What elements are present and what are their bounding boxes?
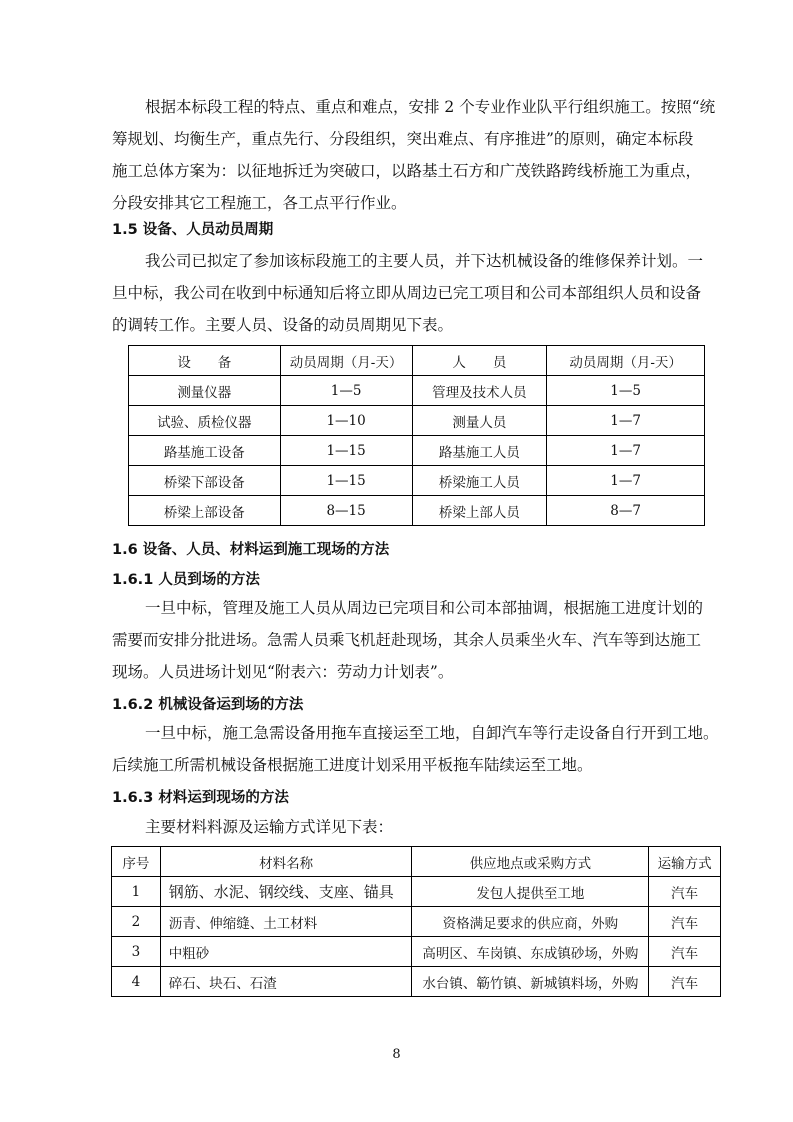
- table-row: [112, 937, 721, 967]
- table-cell: 沥青、伸缩缝、土工材料: [160, 907, 412, 937]
- table-row: [129, 376, 705, 406]
- table-header-cell: 材料名称: [160, 847, 412, 877]
- paragraph-line: 我公司已拟定了参加该标段施工的主要人员，并下达机械设备的维修保养计划。一: [145, 252, 704, 270]
- table-header-row: [112, 847, 721, 877]
- table-cell: 汽车: [649, 937, 721, 967]
- table-cell: 桥梁上部人员: [412, 496, 547, 526]
- materials-table: [111, 846, 721, 997]
- table-cell: 汽车: [649, 877, 721, 907]
- table-cell: 高明区、车岗镇、东成镇砂场，外购: [412, 937, 649, 967]
- table-cell: 试验、质检仪器: [129, 406, 281, 436]
- table-row: [112, 967, 721, 997]
- table-header-cell: 动员周期（月-天）: [280, 346, 412, 376]
- table-row: [129, 496, 705, 526]
- table-cell: 桥梁施工人员: [412, 466, 547, 496]
- section-heading-1-6-1: 1.6.1 人员到场的方法: [112, 572, 260, 588]
- table-row: [112, 907, 721, 937]
- paragraph-line: 一旦中标，施工急需设备用拖车直接运至工地，自卸汽车等行走设备自行开到工地。: [145, 724, 719, 742]
- paragraph-line: 旦中标，我公司在收到中标通知后将立即从周边已完工项目和公司本部组织人员和设备: [112, 284, 702, 302]
- section-1-6-1-paragraph: [112, 592, 724, 688]
- section-heading-1-6-3: 1.6.3 材料运到现场的方法: [112, 790, 289, 806]
- section-heading-1-6: 1.6 设备、人员、材料运到施工现场的方法: [112, 542, 390, 558]
- paragraph-line: 现场。人员进场计划见“附表六：劳动力计划表”。: [112, 663, 454, 681]
- table-cell: 汽车: [649, 967, 721, 997]
- paragraph-line: 主要材料料源及运输方式详见下表：: [145, 818, 394, 836]
- paragraph-line: 分段安排其它工程施工，各工点平行作业。: [112, 194, 407, 212]
- paragraph-line: 筹规划、均衡生产，重点先行、分段组织，突出难点、有序推进”的原则，确定本标段: [112, 130, 694, 148]
- table-cell: 1: [112, 877, 161, 907]
- table-cell: 汽车: [649, 907, 721, 937]
- paragraph-line: 根据本标段工程的特点、重点和难点，安排 2 个专业作业队平行组织施工。按照“统: [145, 98, 716, 116]
- table-cell: 1—5: [280, 376, 412, 406]
- table-cell: 资格满足要求的供应商，外购: [412, 907, 649, 937]
- section-1-6-3-paragraph: [112, 811, 724, 843]
- mobilization-table: [128, 345, 705, 526]
- section-heading-1-6-2: 1.6.2 机械设备运到场的方法: [112, 697, 304, 713]
- table-cell: 发包人提供至工地: [412, 877, 649, 907]
- table-cell: 管理及技术人员: [412, 376, 547, 406]
- table-header-cell: 供应地点或采购方式: [412, 847, 649, 877]
- table-cell: 1—15: [280, 466, 412, 496]
- paragraph-line: 施工总体方案为：以征地拆迁为突破口，以路基土石方和广茂铁路跨线桥施工为重点，: [112, 162, 702, 180]
- table-header-cell: 人 员: [412, 346, 547, 376]
- table-cell: 2: [112, 907, 161, 937]
- table-cell: 钢筋、水泥、钢绞线、支座、锚具: [160, 877, 412, 907]
- table-header-cell: 序号: [112, 847, 161, 877]
- table-cell: 1—15: [280, 436, 412, 466]
- intro-paragraph: [112, 91, 724, 219]
- table-header-cell: 设 备: [129, 346, 281, 376]
- paragraph-line: 的调转工作。主要人员、设备的动员周期见下表。: [112, 316, 454, 334]
- table-cell: 8—7: [547, 496, 705, 526]
- table-cell: 测量人员: [412, 406, 547, 436]
- table-cell: 测量仪器: [129, 376, 281, 406]
- table-cell: 3: [112, 937, 161, 967]
- table-row: [129, 436, 705, 466]
- table-header-row: [129, 346, 705, 376]
- table-row: [129, 466, 705, 496]
- section-1-5-paragraph: [112, 245, 724, 341]
- table-cell: 4: [112, 967, 161, 997]
- page-number: 8: [392, 1047, 401, 1062]
- paragraph-line: 需要而安排分批进场。急需人员乘飞机赶赴现场，其余人员乘坐火车、汽车等到达施工: [112, 631, 702, 649]
- table-header-cell: 动员周期（月-天）: [547, 346, 705, 376]
- table-cell: 1—7: [547, 406, 705, 436]
- table-cell: 路基施工人员: [412, 436, 547, 466]
- table-row: [129, 406, 705, 436]
- table-cell: 桥梁下部设备: [129, 466, 281, 496]
- table-row: [112, 877, 721, 907]
- table-cell: 8—15: [280, 496, 412, 526]
- table-cell: 路基施工设备: [129, 436, 281, 466]
- table-cell: 桥梁上部设备: [129, 496, 281, 526]
- section-heading-1-5: 1.5 设备、人员动员周期: [112, 222, 274, 238]
- table-cell: 1—5: [547, 376, 705, 406]
- section-1-6-2-paragraph: [112, 717, 724, 781]
- table-cell: 1—10: [280, 406, 412, 436]
- table-cell: 1—7: [547, 436, 705, 466]
- table-cell: 水台镇、簕竹镇、新城镇料场，外购: [412, 967, 649, 997]
- paragraph-line: 一旦中标，管理及施工人员从周边已完项目和公司本部抽调，根据施工进度计划的: [145, 599, 704, 617]
- table-header-cell: 运输方式: [649, 847, 721, 877]
- paragraph-line: 后续施工所需机械设备根据施工进度计划采用平板拖车陆续运至工地。: [112, 756, 593, 774]
- table-cell: 碎石、块石、石渣: [160, 967, 412, 997]
- table-cell: 1—7: [547, 466, 705, 496]
- table-cell: 中粗砂: [160, 937, 412, 967]
